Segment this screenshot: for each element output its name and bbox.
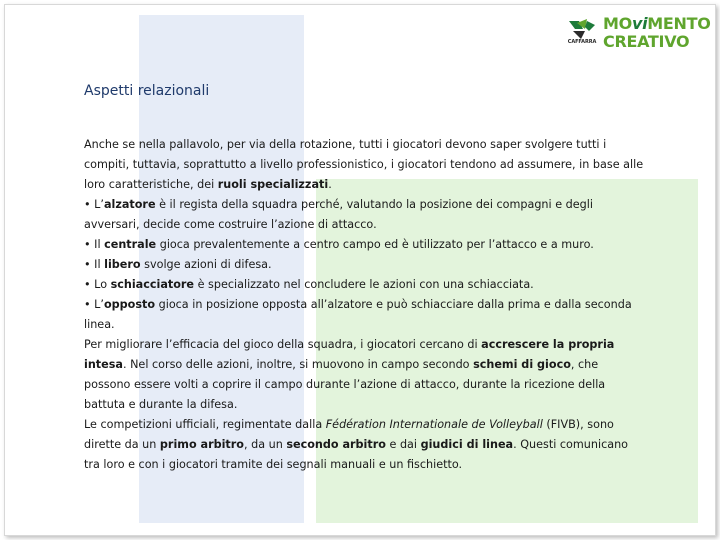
text-run: , da un [243,438,287,451]
text-run: (FIVB), sono dirette da un [84,418,614,451]
bullet-item-schiacciatore [84,275,644,295]
bullet-prefix: • L’ [84,298,104,311]
bullet-prefix: • L’ [84,198,104,211]
bullet-text: è il regista della squadra perché, valutando la posizione dei compagni e degli avversari, decide come costruire l’azione di attacco. [84,198,593,231]
text-run: Per migliorare l’efficacia del gioco della squadra, i giocatori cercano di [84,338,482,351]
bullet-item-centrale [84,235,644,255]
page-title: Aspetti relazionali [84,83,210,99]
text-run: . Questi comunicano tra loro e con i giocatori tramite dei segnali manuali e un fischietto. [84,438,629,471]
logo-wordmark [603,15,711,51]
bold-term: libero [104,258,141,271]
bold-term: giudici di linea [420,438,514,451]
slide [4,4,716,536]
text-run: . Nel corso delle azioni, inoltre, si muovono in campo secondo [122,358,474,371]
bullet-text: svolge azioni di difesa. [140,258,272,271]
body-text [84,135,644,475]
bullet-prefix: • Il [84,258,105,271]
text-run: e dai [385,438,421,451]
logo-line2: CREATIVO [603,32,690,51]
logo [563,13,713,57]
bullet-item-opposto [84,295,644,335]
bold-term: primo arbitro [159,438,244,451]
paragraph-roles [84,135,644,195]
italic-term: Fédération Internationale de Volleyball [325,418,543,431]
logo-org-name: CAFFARRA [567,39,597,45]
bold-term: ruoli specializzati [217,178,329,191]
caffarra-logo-icon [565,17,599,53]
paragraph-teamwork [84,335,644,415]
bold-term: secondo arbitro [286,438,386,451]
bullet-text: gioca prevalentemente a centro campo ed è utilizzato per l’attacco e a muro. [156,238,594,251]
bullet-item-libero [84,255,644,275]
text-run: , che possono essere volti a coprire il campo durante l’azione di attacco, durante la ricezione della battuta e durante la difesa. [84,358,606,411]
bold-term: schemi di gioco [473,358,571,371]
bullet-prefix: • Il [84,238,105,251]
logo-line1-post: MENTO [647,14,711,33]
paragraph-officials [84,415,644,475]
bold-term: accrescere la propria intesa [84,338,615,371]
text-run: Le competizioni ufficiali, regimentate dalla [84,418,326,431]
bold-term: opposto [103,298,156,311]
bullet-item-alzatore [84,195,644,235]
bullet-prefix: • Lo [84,278,111,291]
bold-term: alzatore [103,198,156,211]
bold-term: centrale [104,238,157,251]
bullet-text: gioca in posizione opposta all’alzatore e può schiacciare dalla prima e dalla seconda linea. [84,298,632,331]
text-run: Anche se nella pallavolo, per via della rotazione, tutti i giocatori devono saper svolgere tutti i compiti, tuttavia, soprattutto a livello professionistico, i giocatori tendono ad assumere, in base alle loro caratteristiche, dei [84,138,644,191]
text-run: . [328,178,332,191]
bold-term: schiacciatore [110,278,195,291]
logo-line1-vi: vi [631,14,648,33]
bullet-text: è specializzato nel concludere le azioni con una schiacciata. [194,278,534,291]
logo-line1-pre: MO [603,14,632,33]
